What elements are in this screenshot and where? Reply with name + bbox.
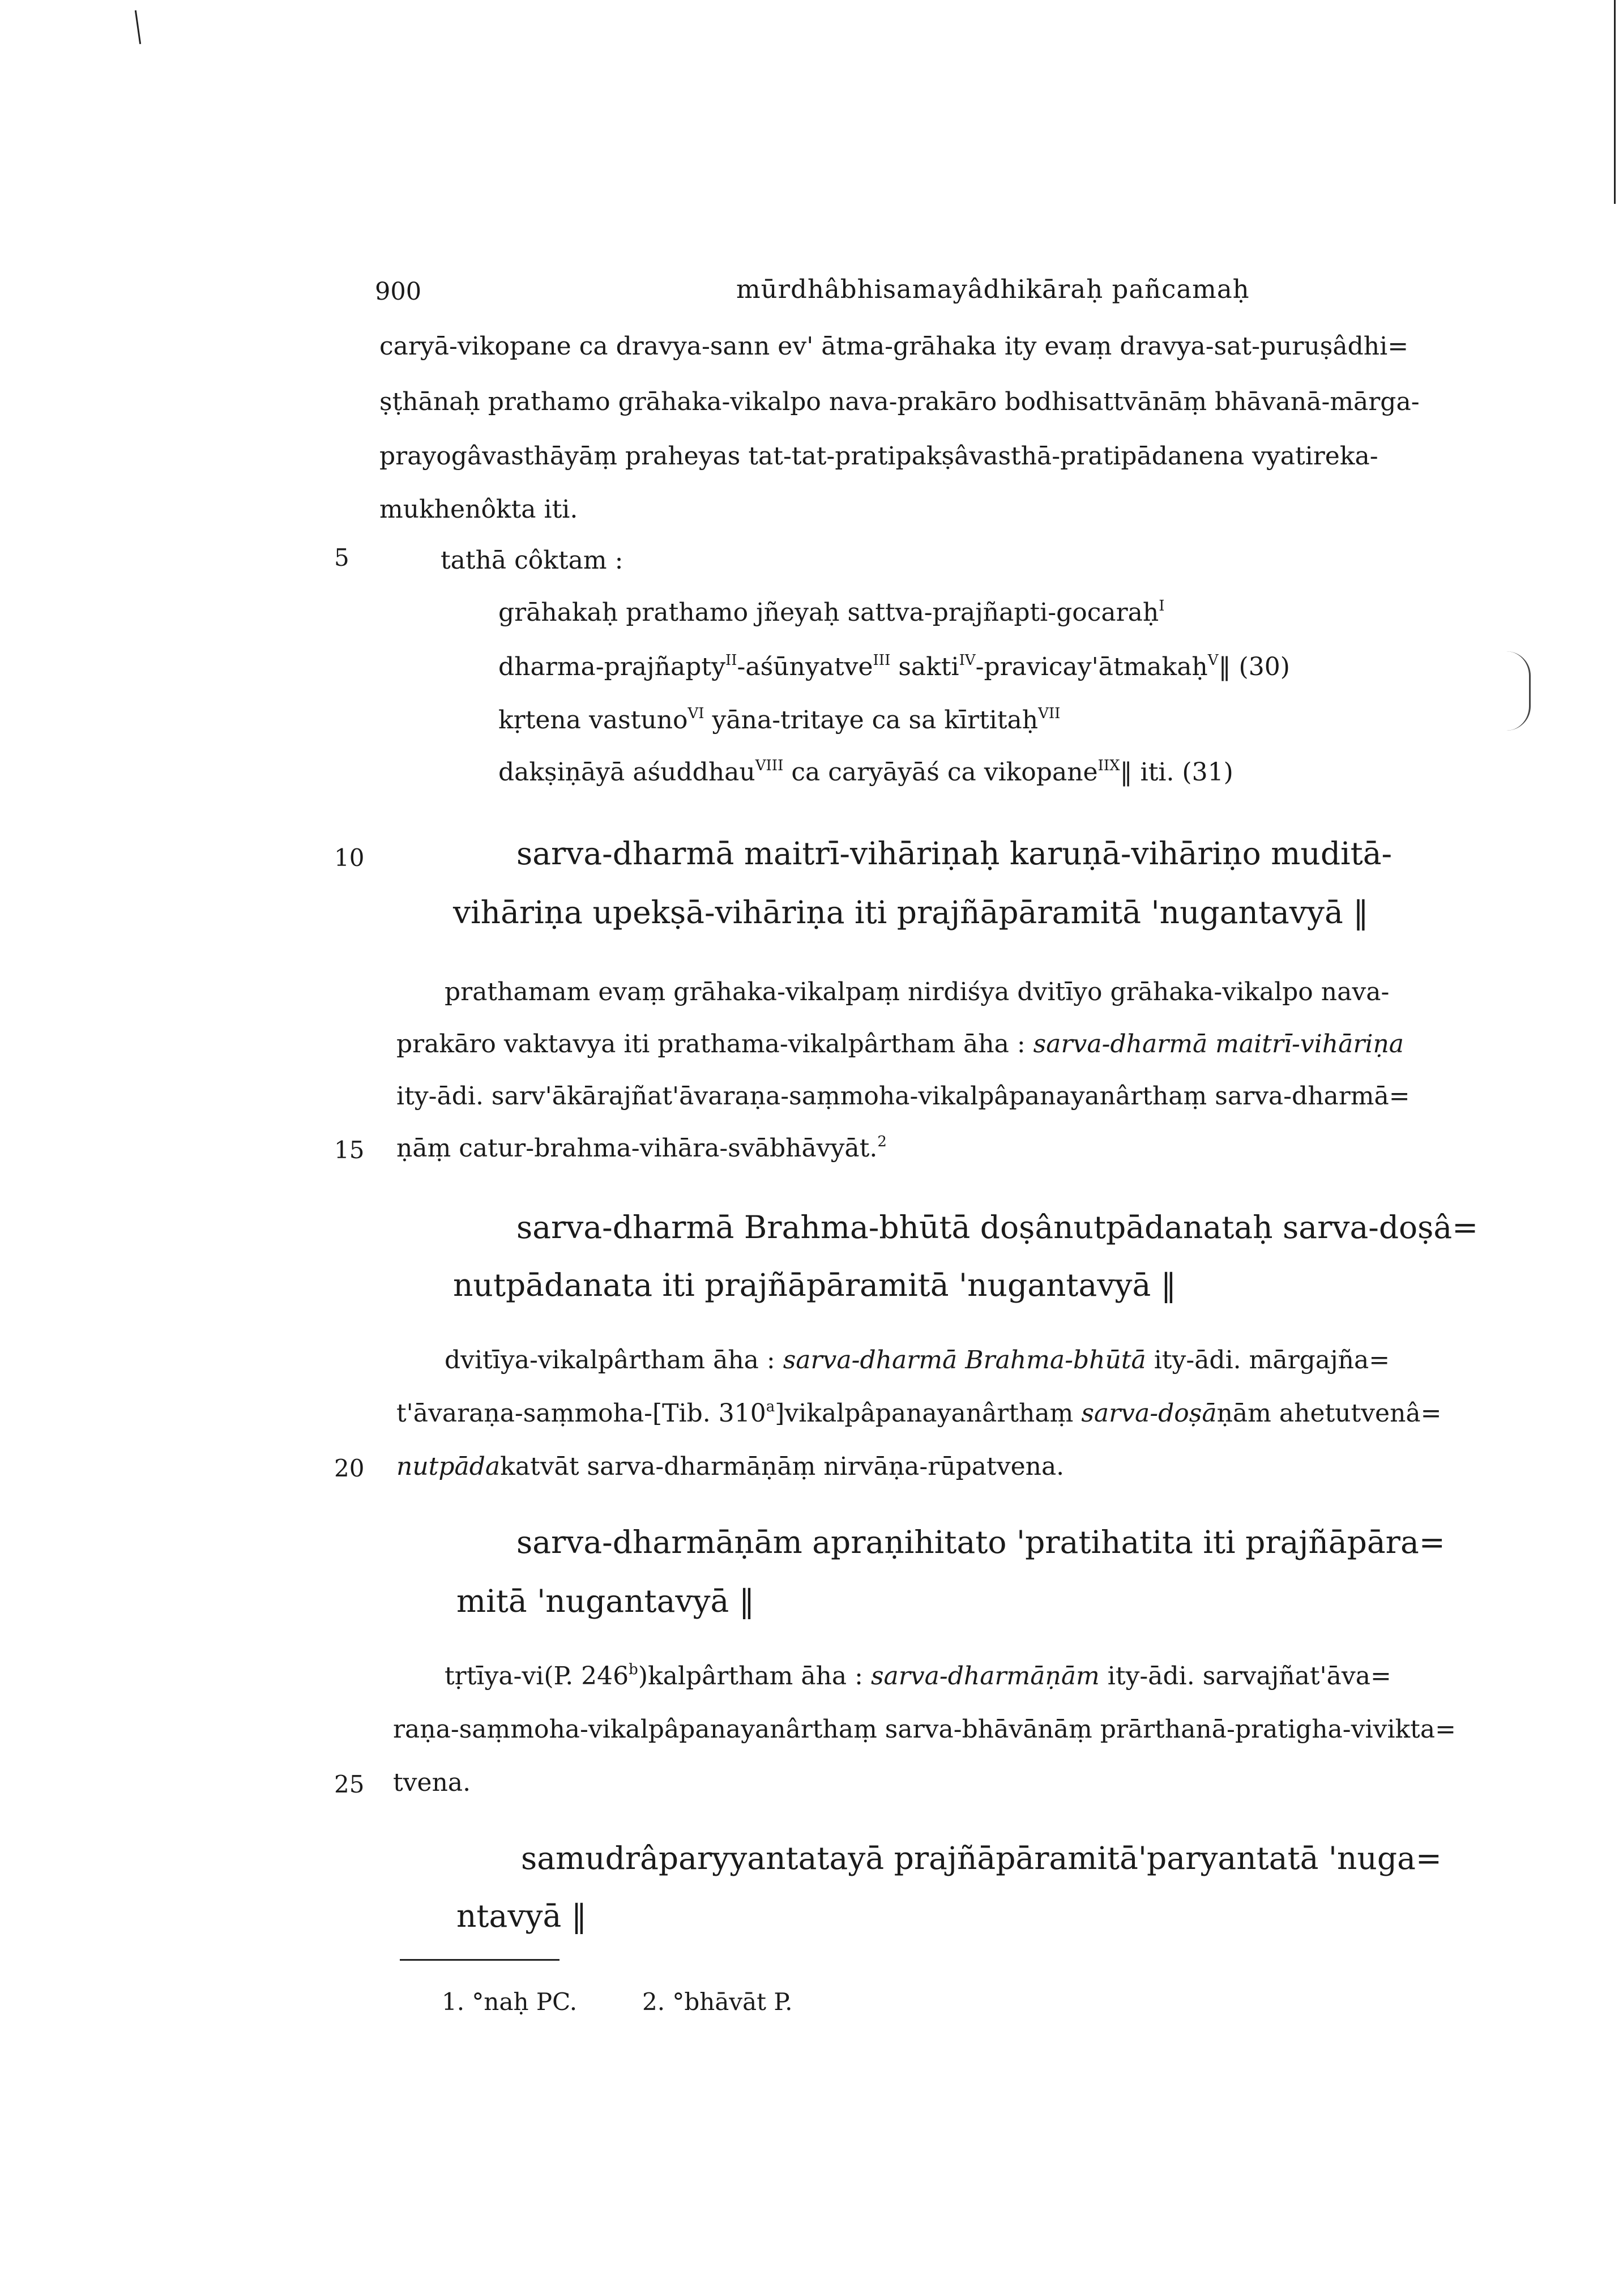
p4-line-2: raṇa-saṃmoha-vikalpâpanayanârthaṃ sarva-bhāvānāṃ prārthanā-pratigha-vivikta= [393,1715,1456,1744]
p3-line-3: nutpādakatvāt sarva-dharmāṇāṃ nirvāṇa-rūpatvena. [396,1452,1065,1481]
p2-line-1: prathamam evaṃ grāhaka-vikalpaṃ nirdiśya dvitīyo grāhaka-vikalpo nava- [445,978,1390,1006]
p1-line-2: ṣṭhānaḥ prathamo grāhaka-vikalpo nava-prakāro bodhisattvānāṃ bhāvanā-mārga- [379,387,1420,416]
p1-line-1: caryā-vikopane ca dravya-sann ev' ātma-grāhaka ity evaṃ dravya-sat-puruṣâdhi= [379,332,1409,361]
verse-line-1: grāhakaḥ prathamo jñeyaḥ sattva-prajñapti-gocaraḥ$^I$ [498,598,1165,627]
verse-line-4: dakṣiṇāyā aśuddhau$^{VIII}$ ca caryāyāś ca vikopane$^{IIX}$‖ iti. (31) [498,757,1233,787]
sutra2-line-1: sarva-dharmā Brahma-bhūtā doṣânutpādanataḥ sarva-doṣâ= [516,1209,1479,1245]
verse-line-2: dharma-prajñapty$^{II}$-aśūnyatve$^{III}$ sakti$^{IV}$-pravicay'ātmakaḥ$^V$‖ (30) [498,652,1290,681]
verse-line-3: kṛtena vastuno$^{VI}$ yāna-tritaye ca sa kīrtitaḥ$^{VII}$ [498,705,1061,735]
running-head: mūrdhâbhisamayâdhikāraḥ pañcamaḥ [736,274,1250,304]
line-number-15: 15 [334,1136,365,1164]
sutra3-line-1: sarva-dharmāṇām apraṇihitato 'pratihatita iti prajñāpāra= [516,1524,1445,1560]
line-number-5: 5 [334,544,349,571]
sutra3-line-2: mitā 'nugantavyā ‖ [456,1583,755,1619]
margin-bracket-mark [1506,651,1531,731]
page-number: 900 [375,278,422,306]
sutra4-line-1: samudrâparyyantatayā prajñāpāramitā'paryantatā 'nuga= [521,1840,1442,1876]
p3-line-2: t'āvaraṇa-saṃmoha-[Tib. 310$^a$]vikalpâpanayanârthaṃ sarva-doṣāṇām ahetutvenâ= [396,1398,1442,1428]
footnote-rule [400,1959,559,1961]
p4-line-3: tvena. [393,1768,471,1797]
p2-line-4: ṇāṃ catur-brahma-vihāra-svābhāvyāt.$^2$ [396,1133,887,1163]
p1-line-4: mukhenôkta iti. [379,495,578,524]
verse-intro: tathā côktam : [441,546,623,575]
footnote-2: 2. °bhāvāt P. [642,1988,793,2016]
p2-line-3: ity-ādi. sarv'ākārajñat'āvaraṇa-saṃmoha-vikalpâpanayanârthaṃ sarva-dharmā= [396,1082,1410,1111]
line-number-20: 20 [334,1454,365,1482]
p4-line-1: tṛtīya-vi(P. 246$^b$)kalpârtham āha : sarva-dharmāṇām ity-ādi. sarvajñat'āva= [445,1661,1391,1691]
p1-line-3: prayogâvasthāyāṃ praheyas tat-tat-pratipakṣâvasthā-pratipādanena vyatireka- [379,442,1378,471]
sutra2-line-2: nutpādanata iti prajñāpāramitā 'nugantavyā ‖ [453,1267,1177,1303]
p2-line-2: prakāro vaktavya iti prathama-vikalpârtham āha : sarva-dharmā maitrī-vihāriṇa [396,1030,1404,1059]
scan-mark [135,10,141,44]
sutra1-line-1: sarva-dharmā maitrī-vihāriṇaḥ karuṇā-vihāriṇo muditā- [516,835,1393,872]
p3-line-1: dvitīya-vikalpârtham āha : sarva-dharmā Brahma-bhūtā ity-ādi. mārgajña= [445,1346,1390,1375]
footnote-1: 1. °naḥ PC. [442,1988,578,2016]
line-number-25: 25 [334,1770,365,1798]
line-number-10: 10 [334,844,365,872]
scan-edge-line [1614,0,1616,204]
sutra4-line-2: ntavyā ‖ [456,1898,587,1934]
sutra1-line-2: vihāriṇa upekṣā-vihāriṇa iti prajñāpāramitā 'nugantavyā ‖ [453,894,1369,931]
